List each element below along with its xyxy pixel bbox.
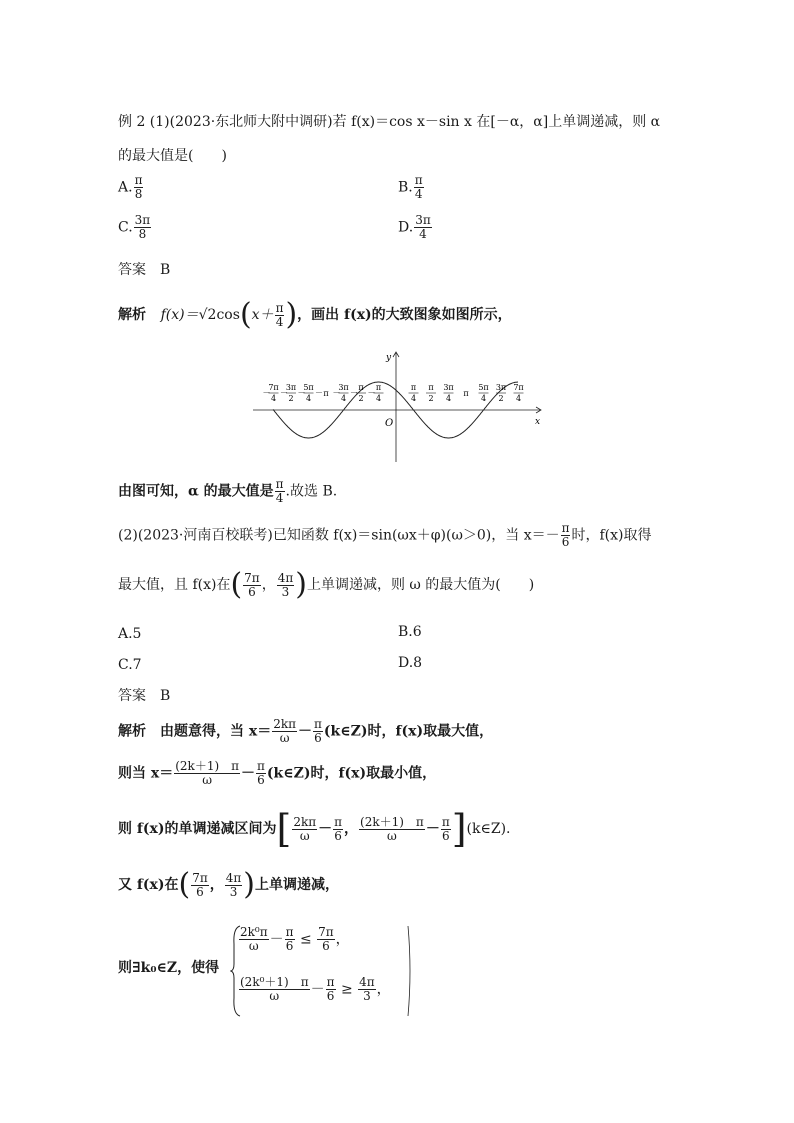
analysis-2-line3: 则 f(x)的单调递减区间为[ $\frac{2k\pi}{\omega}$ － $\frac{\pi}{6}$ ， $\frac{(2k+1) \pi}{\omega}$ － $\frac{\pi}{6}$ ](k∈Z). [118, 807, 511, 851]
tick-label: π [323, 389, 329, 398]
tick-denominator: 2 [498, 394, 504, 403]
conclusion-1: 由图可知，α 的最大值是 $\frac{\pi}{4}$ .故选 B. [118, 477, 338, 505]
question-2-line2: 最大值，且 f(x)在( $\frac{7\pi}{6}$ ， $\frac{4\pi}{3}$ )上单调递减，则 ω 的最大值为( ) [118, 567, 535, 602]
tick-denominator: 4 [305, 394, 312, 403]
tick-denominator: 4 [410, 394, 417, 403]
analysis-2-line5: 则∃k₀∈Z，使得 [118, 960, 220, 976]
tick-sign: － [367, 388, 376, 397]
inequality-system [230, 924, 420, 1018]
tick-numerator: π [375, 383, 382, 392]
origin-label: O [385, 418, 394, 429]
tick-denominator: 4 [340, 394, 347, 403]
tick-numerator: π [428, 383, 434, 392]
tick-sign: － [332, 388, 341, 397]
y-axis-label: y [386, 353, 392, 363]
option-2b: B.6 [398, 624, 422, 640]
analysis-2-line4: 又 f(x)在( $\frac{7\pi}{6}$ ， $\frac{4\pi}{3}$ )上单调递减， [118, 867, 339, 902]
tick-sign: － [315, 388, 323, 397]
analysis-2-line1: 解析 由题意得，当 x＝ $\frac{2k\pi}{\omega}$ － $\frac{\pi}{6}$ (k∈Z)时，f(x)取最大值， [118, 717, 494, 745]
question-1-line2: 的最大值是( ) [118, 148, 227, 164]
question-2-line1: (2)(2023·河南百校联考)已知函数 f(x)＝sin(ωx＋φ)(ω＞0)，当 x＝－ $\frac{\pi}{6}$ 时，f(x)取得 [118, 521, 652, 549]
option-c: C. $\frac{3\pi}{8}$ [118, 213, 151, 241]
tick-sign: － [280, 388, 288, 397]
tick-denominator: 4 [515, 394, 522, 403]
inequality-2: $\frac{\text{(2k⁰＋1) π}}{\omega}$ － $\frac{\pi}{6}$ ≥ $\frac{4\pi}{3}$ ， [240, 975, 391, 1003]
question-1-line1: 例 2 (1)(2023·东北师大附中调研)若 f(x)＝cos x－sin x 在[－α，α]上单调递减，则 α [118, 114, 661, 130]
tick-numerator: 3π [443, 383, 454, 392]
option-d: D. $\frac{3\pi}{4}$ [398, 213, 431, 241]
tick-denominator: 4 [375, 394, 382, 403]
tick-numerator: 5π [303, 383, 314, 392]
answer-2: 答案 B [118, 688, 171, 704]
tick-sign: － [262, 388, 271, 397]
option-2c: C.7 [118, 657, 142, 673]
tick-numerator: 3π [495, 383, 507, 392]
tick-numerator: 5π [478, 383, 489, 392]
inequality-1: $\frac{\text{2k⁰π}}{\omega}$ － $\frac{\pi}{6}$ ≤ $\frac{7\pi}{6}$ ， [240, 925, 350, 953]
tick-denominator: 2 [428, 394, 434, 403]
tick-denominator: 2 [288, 394, 294, 403]
tick-numerator: 7π [268, 383, 279, 392]
tick-denominator: 4 [445, 394, 452, 403]
tick-denominator: 2 [358, 394, 364, 403]
option-2d: D.8 [398, 655, 423, 671]
tick-numerator: 7π [513, 383, 524, 392]
tick-denominator: 4 [480, 394, 487, 403]
analysis-2-line2: 则当 x＝ $\frac{(2k+1) \pi}{\omega}$ － $\frac{\pi}{6}$ (k∈Z)时，f(x)取最小值， [118, 759, 437, 787]
answer-1: 答案 B [118, 262, 171, 278]
option-2a: A.5 [118, 626, 142, 642]
analysis-1: 解析 f(x)＝√2cos(x＋ $\frac{\pi}{4}$ )，画出 f(x)的大致图象如图所示， [118, 297, 512, 332]
tick-numerator: 3π [338, 383, 349, 392]
option-a: A. $\frac{\pi}{8}$ [118, 173, 143, 201]
cosine-graph [248, 350, 548, 465]
tick-sign: － [350, 388, 358, 397]
tick-label: π [463, 389, 469, 398]
x-axis-label: x [535, 417, 541, 427]
tick-numerator: π [358, 383, 364, 392]
tick-numerator: 3π [285, 383, 297, 392]
option-b: B. $\frac{\pi}{4}$ [398, 173, 423, 201]
tick-numerator: π [410, 383, 417, 392]
tick-sign: － [297, 388, 306, 397]
tick-denominator: 4 [270, 394, 277, 403]
